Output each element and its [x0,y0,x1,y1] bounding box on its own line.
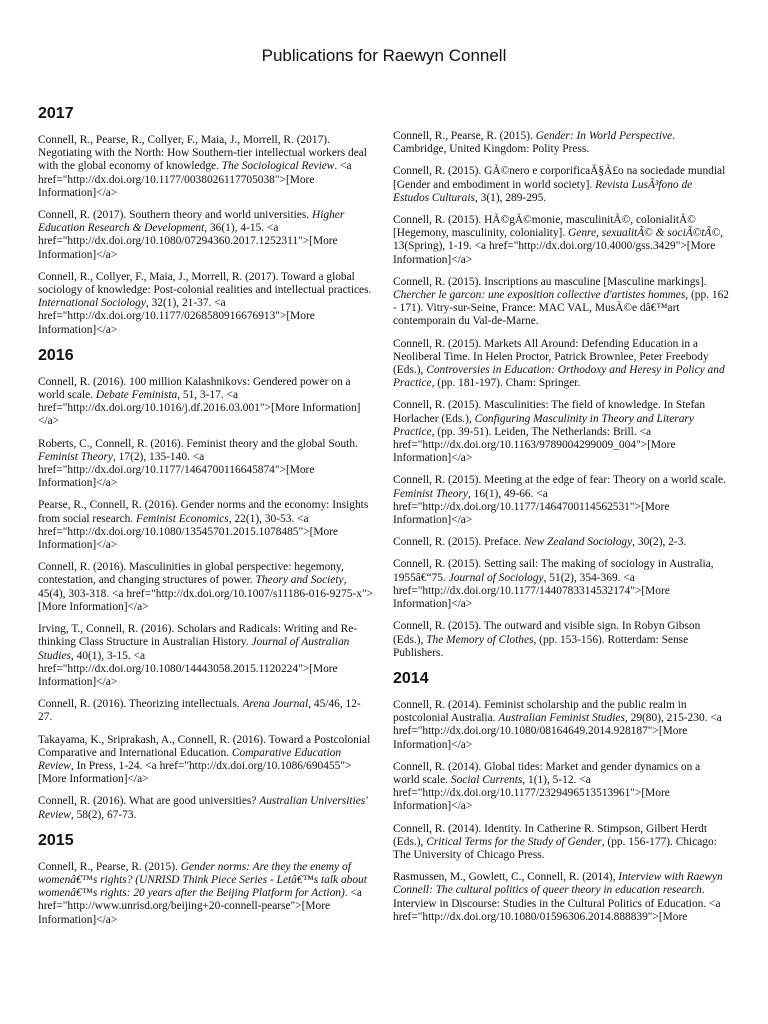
publication-text: , In Press, 1-24. <a href="http://dx.doi.org/10.1086/690455">[More Information]</a> [38,759,352,786]
publication-venue: Theory and Society [255,574,344,587]
publication-text: , 32(1), 21-37. <a href="http://dx.doi.org/10.1177/0268580916676913">[More Information]</a> [38,297,315,336]
publication-venue: Feminist Theory [393,487,468,500]
publication-text: Connell, R. (2015). The outward and visible sign. In Robyn Gibson (Eds.), [393,620,701,646]
publication-text: Connell, R. (2015). Meeting at the edge of fear: Theory on a world scale. [393,474,726,487]
publication-text: , 58(2), 67-73. [70,808,137,821]
publication-text: , 51(2), 354-369. <a href="http://dx.doi.org/10.1177/1440783314532174">[More Information]</a> [393,571,670,611]
publication-entry [38,623,374,689]
left-column [38,104,374,936]
publication-text: , 36(1), 4-15. <a href="http://dx.doi.org/10.1080/07294360.2017.1252311">[More Information]</a> [38,222,338,261]
publication-text: , 16(1), 49-66. <a href="http://dx.doi.org/10.1177/1464700114562531">[More Information]</a> [393,487,670,527]
publication-venue: Comparative Education Review [38,746,342,772]
publication-venue: Debate Feminista [95,389,178,402]
publication-venue: Controversies in Education: Orthodoxy and Heresy in Policy and Practice [393,364,725,390]
publication-text: Connell, R. (2015). HÃ©gÃ©monie, masculinitÃ©, colonialitÃ© [Hegemony, masculinity, coloniality]. [393,214,696,240]
publication-text: Connell, R. (2017). Southern theory and world universities. [38,209,312,222]
publication-text: , (pp. 162 - 171). Vitry-sur-Seine, France: MAC VAL, MusÃ©e dâ€™art contemporain du Val-de-Marne. [393,289,729,328]
publication-text: Connell, R. (2015). Inscriptions au masculine [Masculine markings]. [393,275,707,288]
publication-text: , 29(80), 215-230. <a href="http://dx.doi.org/10.1080/08164649.2014.928187">[More Information]</a> [393,712,722,751]
publication-entry [393,276,729,329]
publication-text: , 40(1), 3-15. <a href="http://dx.doi.org/10.1080/14443058.2015.1120224">[More Information]</a> [38,649,338,688]
publication-venue: Interview with Raewyn Connell: The cultural politics of queer theory in education research [393,871,723,897]
publication-text: Rasmussen, M., Gowlett, C., Connell, R. (2014), [393,871,619,884]
publication-text: Connell, R., Collyer, F., Maia, J., Morrell, R. (2017). Toward a global sociology of knowledge: Post-colonial realities and intellectual practices. [38,270,372,297]
publication-venue: Configuring Masculinity in Theory and Literary Practice [393,412,694,438]
publication-text: Connell, R. (2016). Theorizing intellectuals. [38,698,243,711]
publication-text: , (pp. 153-156). Rotterdam: Sense Publishers. [393,633,689,659]
publication-venue: The Memory of Clothes [426,633,534,646]
publication-entry [38,209,374,262]
publication-venue: Chercher le garcon: une exposition collective d'artistes hommes [393,289,686,302]
publication-text: , 1(1), 5-12. <a href="http://dx.doi.org/10.1177/2329496513513961">[More Information]</a> [393,773,670,813]
publication-entry [393,558,729,611]
publication-entry [393,399,729,465]
publication-text: Roberts, C., Connell, R. (2016). Feminist theory and the global South. [38,437,358,450]
publication-text: , 45/46, 12-27. [38,698,361,724]
publication-text: , 17(2), 135-140. <a href="http://dx.doi.org/10.1177/1464700116645874">[More Information]</a> [38,450,315,490]
publication-venue: The Sociological Review [221,160,335,173]
year-heading-2014: 2014 [393,669,429,687]
publication-text: Connell, R. (2015). Preface. [393,536,524,549]
year-heading-2017: 2017 [38,105,74,122]
publication-entry [38,438,374,491]
publication-text: , (pp. 39-51). Leiden, The Netherlands: Brill. <a href="http://dx.doi.org/10.1163/9789004299009_004">[More Information]</a> [393,425,676,465]
publication-text: Connell, R., Pearse, R. (2015). [393,130,536,142]
publication-venue: Australian Universities' Review [38,795,368,821]
publication-text: Connell, R., Pearse, R. (2015). [38,860,181,873]
publication-text: , 22(1), 30-53. <a href="http://dx.doi.org/10.1080/13545701.2015.1078485">[More Information]</a> [38,512,339,552]
publication-text: Irving, T., Connell, R. (2016). Scholars and Radicals: Writing and Re-thinking Class Structure in Australian History. [38,623,358,649]
publication-text: , 30(2), 2-3. [632,536,687,549]
publication-text: , (pp. 181-197). Cham: Springer. [431,377,581,390]
publication-entry [393,823,729,863]
publication-entry [38,561,374,614]
publication-text: Connell, R. (2015). Setting sail: The making of sociology in Australia, 1955â€“75. [393,558,714,584]
page-title: Publications for Raewyn Connell [261,46,507,65]
publication-venue: Journal of Sociology [448,571,544,584]
publication-text: Connell, R. (2014). Identity. In Catherine R. Stimpson, Gilbert Herdt (Eds.), [393,822,708,848]
publication-venue: Feminist Economics [136,512,229,525]
publication-venue: Gender norms: Are they the enemy of womenâ€™s rights? (UNRISD Think Piece Series - Letâ€™s talk about womenâ€™s rights: 20 years after the Beijing Platform for Action) [38,860,367,900]
publication-venue: International Sociology [38,297,146,310]
publication-text: . Interview in Discourse: Studies in the Cultural Politics of Education. <a href="http://dx.doi.org/10.1080/01596306.2014.888839">[More [393,884,721,923]
year-heading-2015: 2015 [38,831,74,849]
publication-text: Pearse, R., Connell, R. (2016). Gender norms and the economy: Insights from social research. [38,499,369,525]
publication-venue: Genre, sexualitÃ© & sociÃ©tÃ© [568,227,721,240]
publication-entry [393,214,729,267]
publication-venue: Gender: In World Perspective [535,130,673,142]
right-column [393,130,729,933]
publication-text: . Cambridge, United Kingdom: Polity Press. [393,130,676,156]
publication-venue: Higher Education Research & Development [38,209,345,235]
publication-venue: Feminist Theory [38,450,113,463]
publication-text: Connell, R. (2015). Markets All Around: Defending Education in a Neoliberal Time. In Helen Proctor, Patrick Brownlee, Peter Freebody (Eds.), [393,337,709,377]
publication-entry [393,474,729,527]
publication-venue: New Zealand Sociology [523,536,633,549]
publication-entry [393,536,729,549]
publication-text: Connell, R., Pearse, R., Collyer, F., Maia, J., Morrell, R. (2017). Negotiating with the North: How Southern-tier intellectual workers deal with the global economy of knowledge. [38,134,367,173]
publication-text: Connell, R. (2016). What are good universities? [38,795,260,808]
publication-text: Connell, R. (2016). Masculinities in global perspective: hegemony, contestation, and changing structures of power. [38,561,344,587]
publication-venue: Journal of Australian Studies [38,636,350,662]
publication-entry [393,620,729,660]
publication-entry [393,130,729,156]
publication-text: . <a href="http://www.unrisd.org/beijing+20-connell-pearse">[More Information]</a> [38,887,362,926]
publication-venue: Arena Journal [242,698,309,711]
publication-venue: Social Currents [450,773,523,786]
publication-text: Connell, R. (2015). Masculinities: The field of knowledge. In Stefan Horlacher (Eds.), [393,399,706,425]
publication-venue: Critical Terms for the Study of Gender [426,835,602,848]
publication-text: Connell, R. (2015). GÃ©nero e corporificaÃ§Ã£o na sociedade mundial [Gender and embodiment in world society]. [393,165,726,191]
publication-entry [38,734,374,787]
publication-text: , 45(4), 303-318. <a href="http://dx.doi.org/10.1007/s11186-016-9275-x">[More Information]</a> [38,574,374,613]
publication-entry [38,698,374,724]
publication-text: , (pp. 156-177). Chicago: The University of Chicago Press. [393,835,717,861]
publication-text: Connell, R. (2016). 100 million Kalashnikovs: Gendered power on a world scale. [38,375,351,402]
publication-entry [38,499,374,552]
publication-text: Takayama, K., Sriprakash, A., Connell, R. (2016). Toward a Postcolonial Comparative and International Education. [38,733,371,759]
publication-entry [393,165,729,205]
publication-entry [38,861,374,927]
publication-text: Connell, R. (2014). Global tides: Market and gender dynamics on a world scale. [393,760,701,786]
publication-venue: Australian Feminist Studies [498,712,625,725]
publication-text: Connell, R. (2014). Feminist scholarship and the public realm in postcolonial Australia. [393,698,687,725]
publication-entry [393,761,729,814]
publication-entry [38,795,374,821]
publication-entry [393,871,729,924]
publication-text: , 13(Spring), 1-19. <a href="http://dx.doi.org/10.4000/gss.3429">[More Information]</a> [393,227,723,266]
publication-text: , 51, 3-17. <a href="http://dx.doi.org/10.1016/j.df.2016.03.001">[More Information]</a> [38,389,361,428]
publication-entry [393,338,729,391]
publication-entry [38,134,374,200]
publication-text: , 3(1), 289-295. [474,191,547,204]
publication-venue: Revista LusÃ³fono de Estudos Culturais [393,178,693,204]
publication-entry [38,271,374,337]
publication-entry [38,376,374,429]
publication-entry [393,699,729,752]
publication-text: . <a href="http://dx.doi.org/10.1177/0038026117705038">[More Information]</a> [38,160,352,199]
year-heading-2016: 2016 [38,346,74,364]
